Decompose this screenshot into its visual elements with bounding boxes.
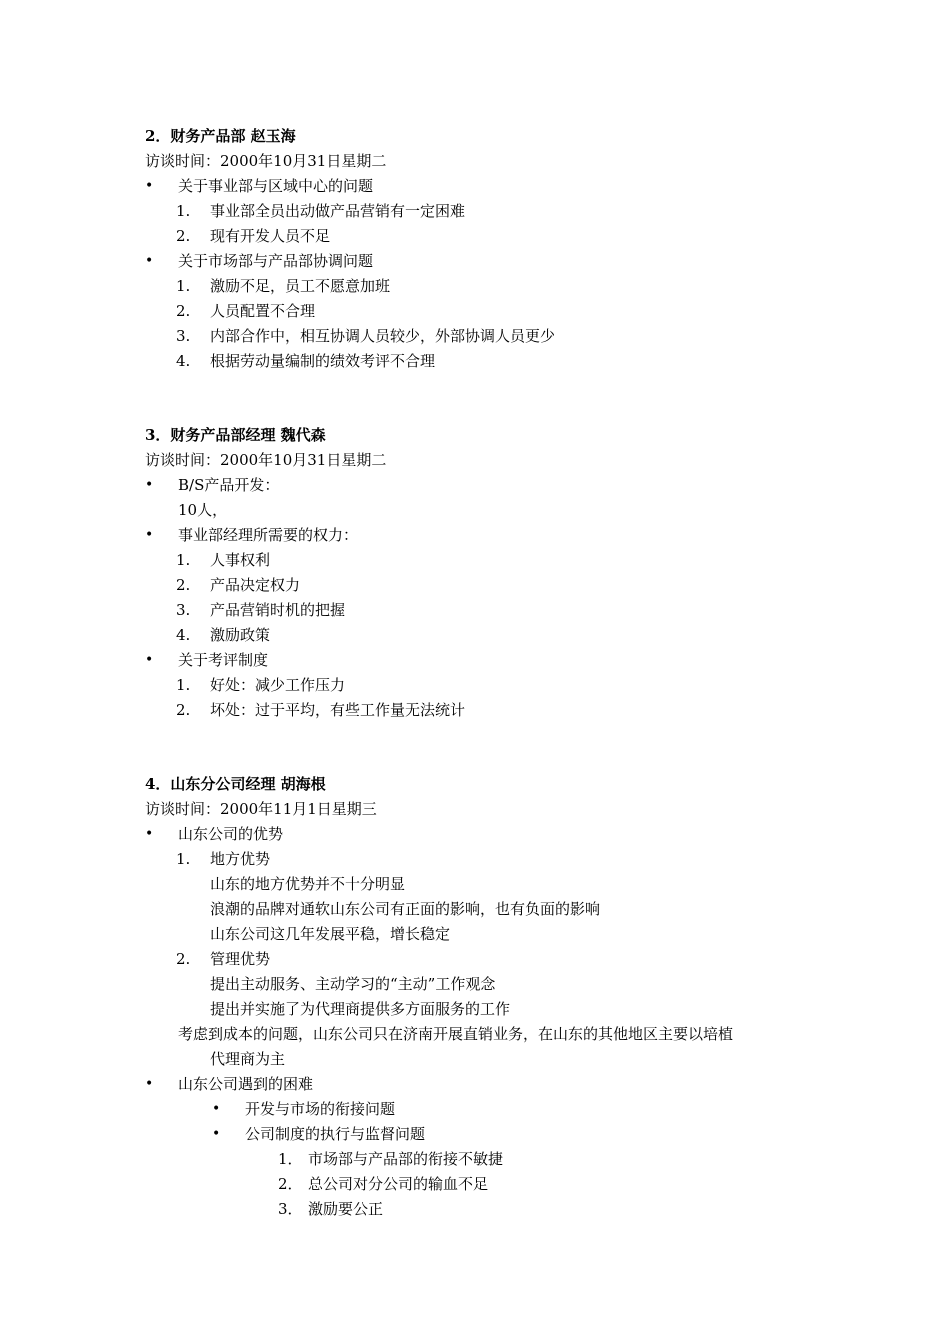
list-item: 内部合作中，相互协调人员较少，外部协调人员更少 (210, 327, 556, 345)
section-heading: 4．山东分公司经理 胡海根 (145, 775, 326, 793)
list-number: 4. (176, 626, 191, 644)
list-item: 激励要公正 (308, 1200, 384, 1218)
paragraph-line: 山东公司这几年发展平稳，增长稳定 (210, 925, 451, 943)
bullet-icon: • (145, 826, 154, 842)
interview-date: 访谈时间：2000年10月31日星期二 (145, 451, 387, 469)
list-number: 3． (278, 1200, 303, 1218)
paragraph-line: 考虑到成本的问题，山东公司只在济南开展直销业务，在山东的其他地区主要以培植 (178, 1025, 734, 1043)
list-number: 2． (278, 1175, 303, 1193)
bullet-item: 关于事业部与区域中心的问题 (178, 177, 374, 195)
bullet-item: 关于市场部与产品部协调问题 (178, 252, 374, 270)
paragraph-line: 代理商为主 (210, 1050, 286, 1068)
paragraph-line: 浪潮的品牌对通软山东公司有正面的影响，也有负面的影响 (210, 900, 601, 918)
bullet-icon: • (145, 652, 154, 668)
bullet-icon: • (145, 477, 154, 493)
paragraph-line: 10人， (178, 501, 228, 519)
list-number: 1. (176, 277, 191, 295)
list-item: 人事权利 (210, 551, 271, 569)
list-number: 2. (176, 576, 191, 594)
paragraph-line: 山东的地方优势并不十分明显 (210, 875, 406, 893)
bullet-item: 关于考评制度 (178, 651, 269, 669)
interview-date: 访谈时间：2000年11月1日星期三 (145, 800, 377, 818)
list-item: 总公司对分公司的输血不足 (308, 1175, 489, 1193)
list-item: 激励不足，员工不愿意加班 (210, 277, 391, 295)
bullet-icon: • (212, 1101, 221, 1117)
bullet-item: B/S产品开发： (178, 476, 280, 494)
list-item: 产品营销时机的把握 (210, 601, 346, 619)
list-number: 2. (176, 701, 191, 719)
list-item: 管理优势 (210, 950, 271, 968)
bullet-icon: • (145, 527, 154, 543)
bullet-icon: • (145, 1076, 154, 1092)
list-item: 好处：减少工作压力 (210, 676, 346, 694)
list-item: 市场部与产品部的衔接不敏捷 (308, 1150, 504, 1168)
list-item: 事业部全员出动做产品营销有一定困难 (210, 202, 466, 220)
section-heading: 3．财务产品部经理 魏代森 (145, 426, 326, 444)
bullet-icon: • (145, 253, 154, 269)
bullet-icon: • (212, 1126, 221, 1142)
list-item: 现有开发人员不足 (210, 227, 331, 245)
list-item: 地方优势 (210, 850, 271, 868)
list-number: 2. (176, 302, 191, 320)
bullet-item: 事业部经理所需要的权力： (178, 526, 359, 544)
bullet-item: 山东公司的优势 (178, 825, 284, 843)
list-number: 1. (176, 202, 191, 220)
list-number: 1. (176, 551, 191, 569)
paragraph-line: 提出并实施了为代理商提供多方面服务的工作 (210, 1000, 511, 1018)
list-number: 1. (176, 850, 191, 868)
list-item: 根据劳动量编制的绩效考评不合理 (210, 352, 436, 370)
bullet-item: 公司制度的执行与监督问题 (245, 1125, 426, 1143)
list-number: 1． (278, 1150, 303, 1168)
bullet-item: 山东公司遇到的困难 (178, 1075, 314, 1093)
list-number: 2. (176, 950, 191, 968)
list-number: 3. (176, 601, 191, 619)
list-number: 1. (176, 676, 191, 694)
bullet-item: 开发与市场的衔接问题 (245, 1100, 396, 1118)
list-number: 4. (176, 352, 191, 370)
list-item: 人员配置不合理 (210, 302, 316, 320)
list-item: 激励政策 (210, 626, 271, 644)
section-heading: 2．财务产品部 赵玉海 (145, 127, 296, 145)
interview-date: 访谈时间：2000年10月31日星期二 (145, 152, 387, 170)
paragraph-line: 提出主动服务、主动学习的“主动”工作观念 (210, 975, 496, 993)
list-number: 3. (176, 327, 191, 345)
list-item: 产品决定权力 (210, 576, 301, 594)
bullet-icon: • (145, 178, 154, 194)
list-item: 坏处：过于平均，有些工作量无法统计 (210, 701, 466, 719)
list-number: 2. (176, 227, 191, 245)
